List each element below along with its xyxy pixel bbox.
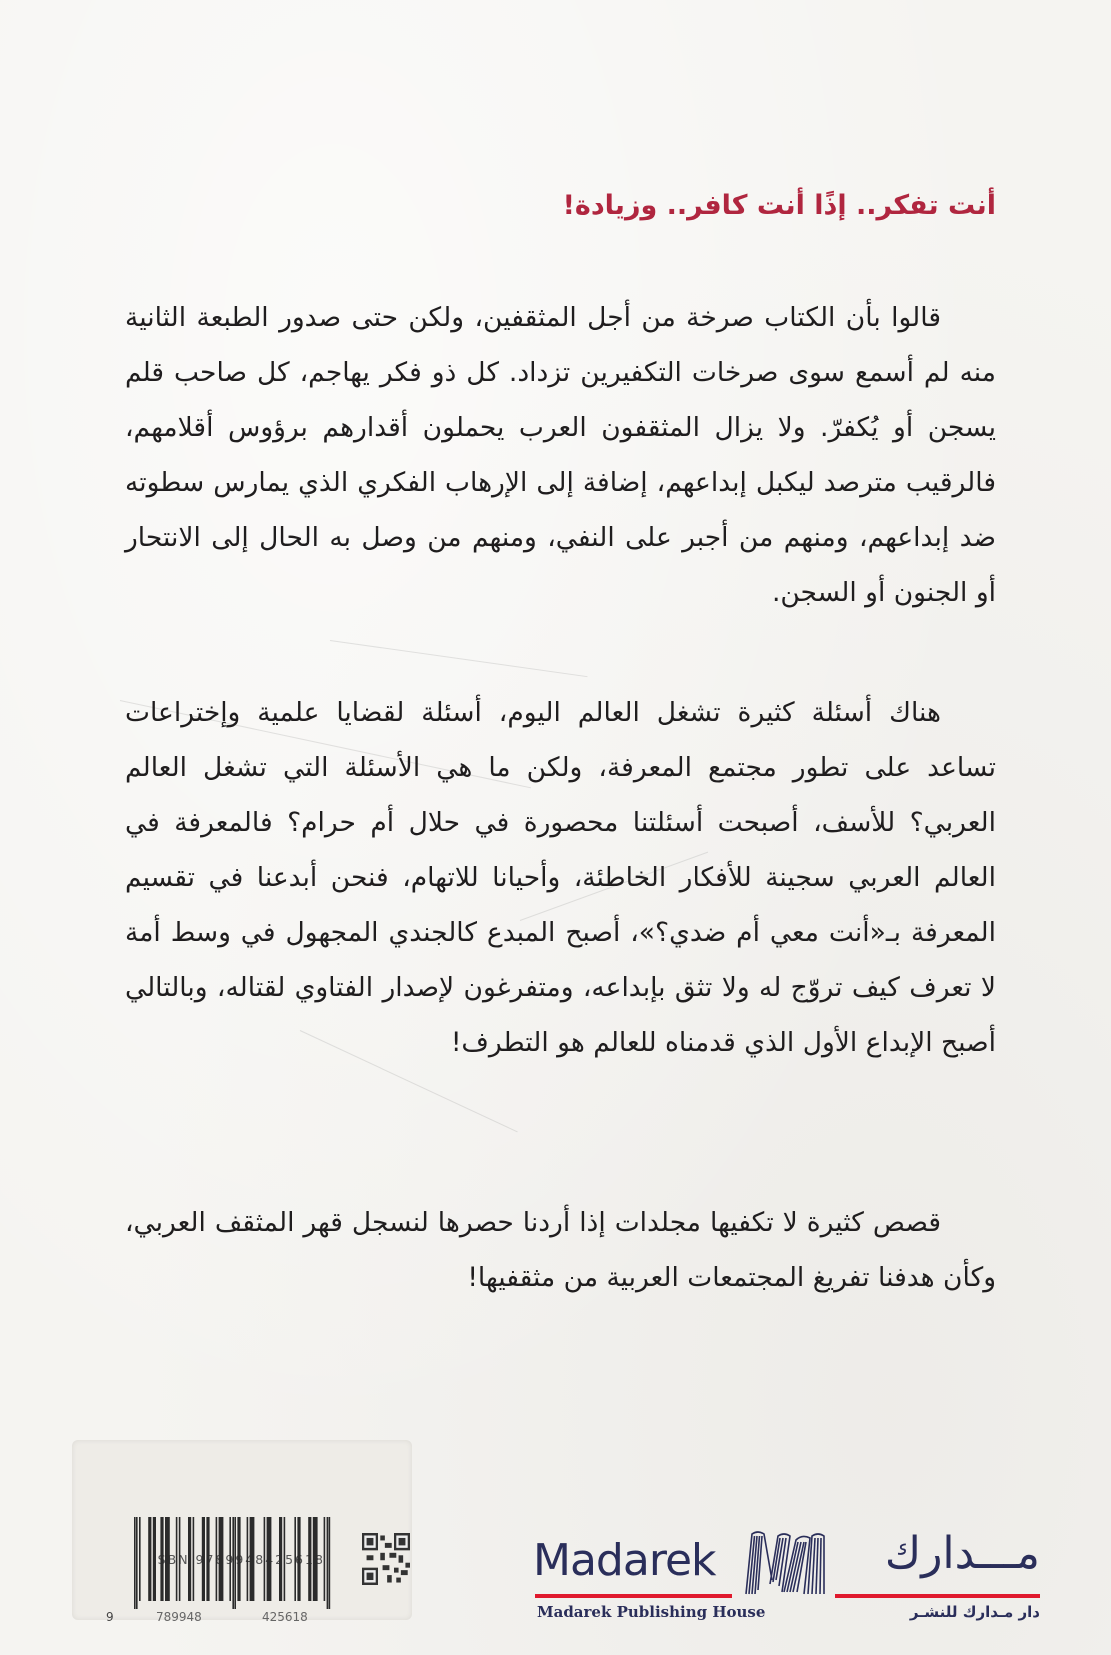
barcode-bar — [202, 1517, 205, 1601]
publisher-name-en: Madarek — [533, 1535, 716, 1586]
barcode-guard-bar — [134, 1517, 136, 1609]
paragraph-text: هناك أسئلة كثيرة تشغل العالم اليوم، أسئلة لقضايا علمية وإختراعات تساعد على تطور مجتمع المعرفة، ولكن ما هي الأسئلة التي تشغل العالم العربي؟ للأسف، أصبحت أسئلتنا محصورة في حلال أم حرام؟ فالمعرفة في العالم العربي سجينة للأفكار الخاطئة، وأحيانا للاتهام، فنحن أبدعنا في تقسيم المعرفة بـ«أنت معي أم ضدي؟»، أصبح المبدع كالجندي المجهول في وسط أمة لا تعرف كيف تروّج له ولا تثق بإبداعه، ومتفرغون لإصدار الفتاوي لقتاله، وبالتالي أصبح الإبداع الأول الذي قدمناه للعالم هو التطرف! — [125, 697, 996, 1058]
barcode-bar — [216, 1517, 218, 1601]
logo-underline-en — [535, 1594, 732, 1598]
barcode-bar — [206, 1517, 209, 1601]
barcode-bar — [139, 1517, 141, 1601]
barcode-icon — [132, 1517, 360, 1609]
paragraph-text: قصص كثيرة لا تكفيها مجلدات إذا أردنا حصرها لنسجل قهر المثقف العربي، وكأن هدفنا تفريغ المجتمعات العربية من مثقفيها! — [125, 1207, 996, 1293]
barcode-bar — [267, 1517, 272, 1601]
barcode-bar — [237, 1517, 240, 1601]
logo-underline-ar — [835, 1594, 1040, 1598]
barcode-bar — [193, 1517, 195, 1601]
barcode-bar — [148, 1517, 151, 1601]
barcode-bar — [176, 1517, 178, 1601]
barcode-guard-bar — [232, 1517, 234, 1609]
isbn-label: ISBN 9789948425618 — [152, 1552, 325, 1567]
barcode-bar — [160, 1517, 163, 1601]
paper-scratch — [330, 640, 588, 677]
barcode-bar — [313, 1517, 318, 1601]
barcode-digit-lead: 9 — [106, 1610, 114, 1624]
barcode-guard-bar — [136, 1517, 138, 1609]
publisher-subtitle-en: Madarek Publishing House — [537, 1603, 766, 1621]
barcode-bar — [179, 1517, 181, 1601]
cover-headline: أنت تفكر.. إذًا أنت كافر.. وزيادة! — [562, 190, 996, 221]
barcode-digits-right: 425618 — [262, 1610, 308, 1624]
barcode-bar — [219, 1517, 224, 1601]
barcode-bar — [188, 1517, 191, 1601]
barcode-bar — [279, 1517, 282, 1601]
blurb-paragraph-3 — [125, 1195, 996, 1305]
publisher-name-ar: مـــدارك — [884, 1528, 1040, 1579]
barcode-digits-left: 789948 — [156, 1610, 202, 1624]
qr-code-icon — [362, 1533, 410, 1585]
barcode-guard-bar — [234, 1517, 236, 1609]
paragraph-text: قالوا بأن الكتاب صرخة من أجل المثقفين، ولكن حتى صدور الطبعة الثانية منه لم أسمع سوى صرخات التكفيرين تزداد. كل ذو فكر يهاجم، كل صاحب قلم يسجن أو يُكفرّ. ولا يزال المثقفون العرب يحملون أقدارهم برؤوس أقلامهم، فالرقيب مترصد ليكبل إبداعهم، إضافة إلى الإرهاب الفكري الذي يمارس سطوته ضد إبداعهم، ومنهم من أجبر على النفي، ومنهم من وصل به الحال إلى الانتحار أو الجنون أو السجن. — [125, 302, 996, 608]
barcode-bar — [297, 1517, 300, 1601]
blurb-paragraph-2 — [125, 685, 996, 1070]
barcode-bar — [250, 1517, 255, 1601]
barcode-bar — [229, 1517, 231, 1601]
barcode-bar — [324, 1517, 326, 1601]
barcode-guard-bar — [327, 1517, 329, 1609]
barcode-bar — [247, 1517, 249, 1601]
publisher-subtitle-ar: دار مـدارك للنشـر — [909, 1603, 1040, 1621]
barcode-bar — [153, 1517, 156, 1601]
barcode-bar — [308, 1517, 311, 1601]
publisher-logo-icon — [742, 1530, 828, 1596]
blurb-paragraph-1 — [125, 290, 996, 620]
barcode-bar — [284, 1517, 286, 1601]
barcode-bar — [294, 1517, 296, 1601]
barcode-bar — [165, 1517, 170, 1601]
barcode-bar — [264, 1517, 266, 1601]
barcode-guard-bar — [329, 1517, 331, 1609]
